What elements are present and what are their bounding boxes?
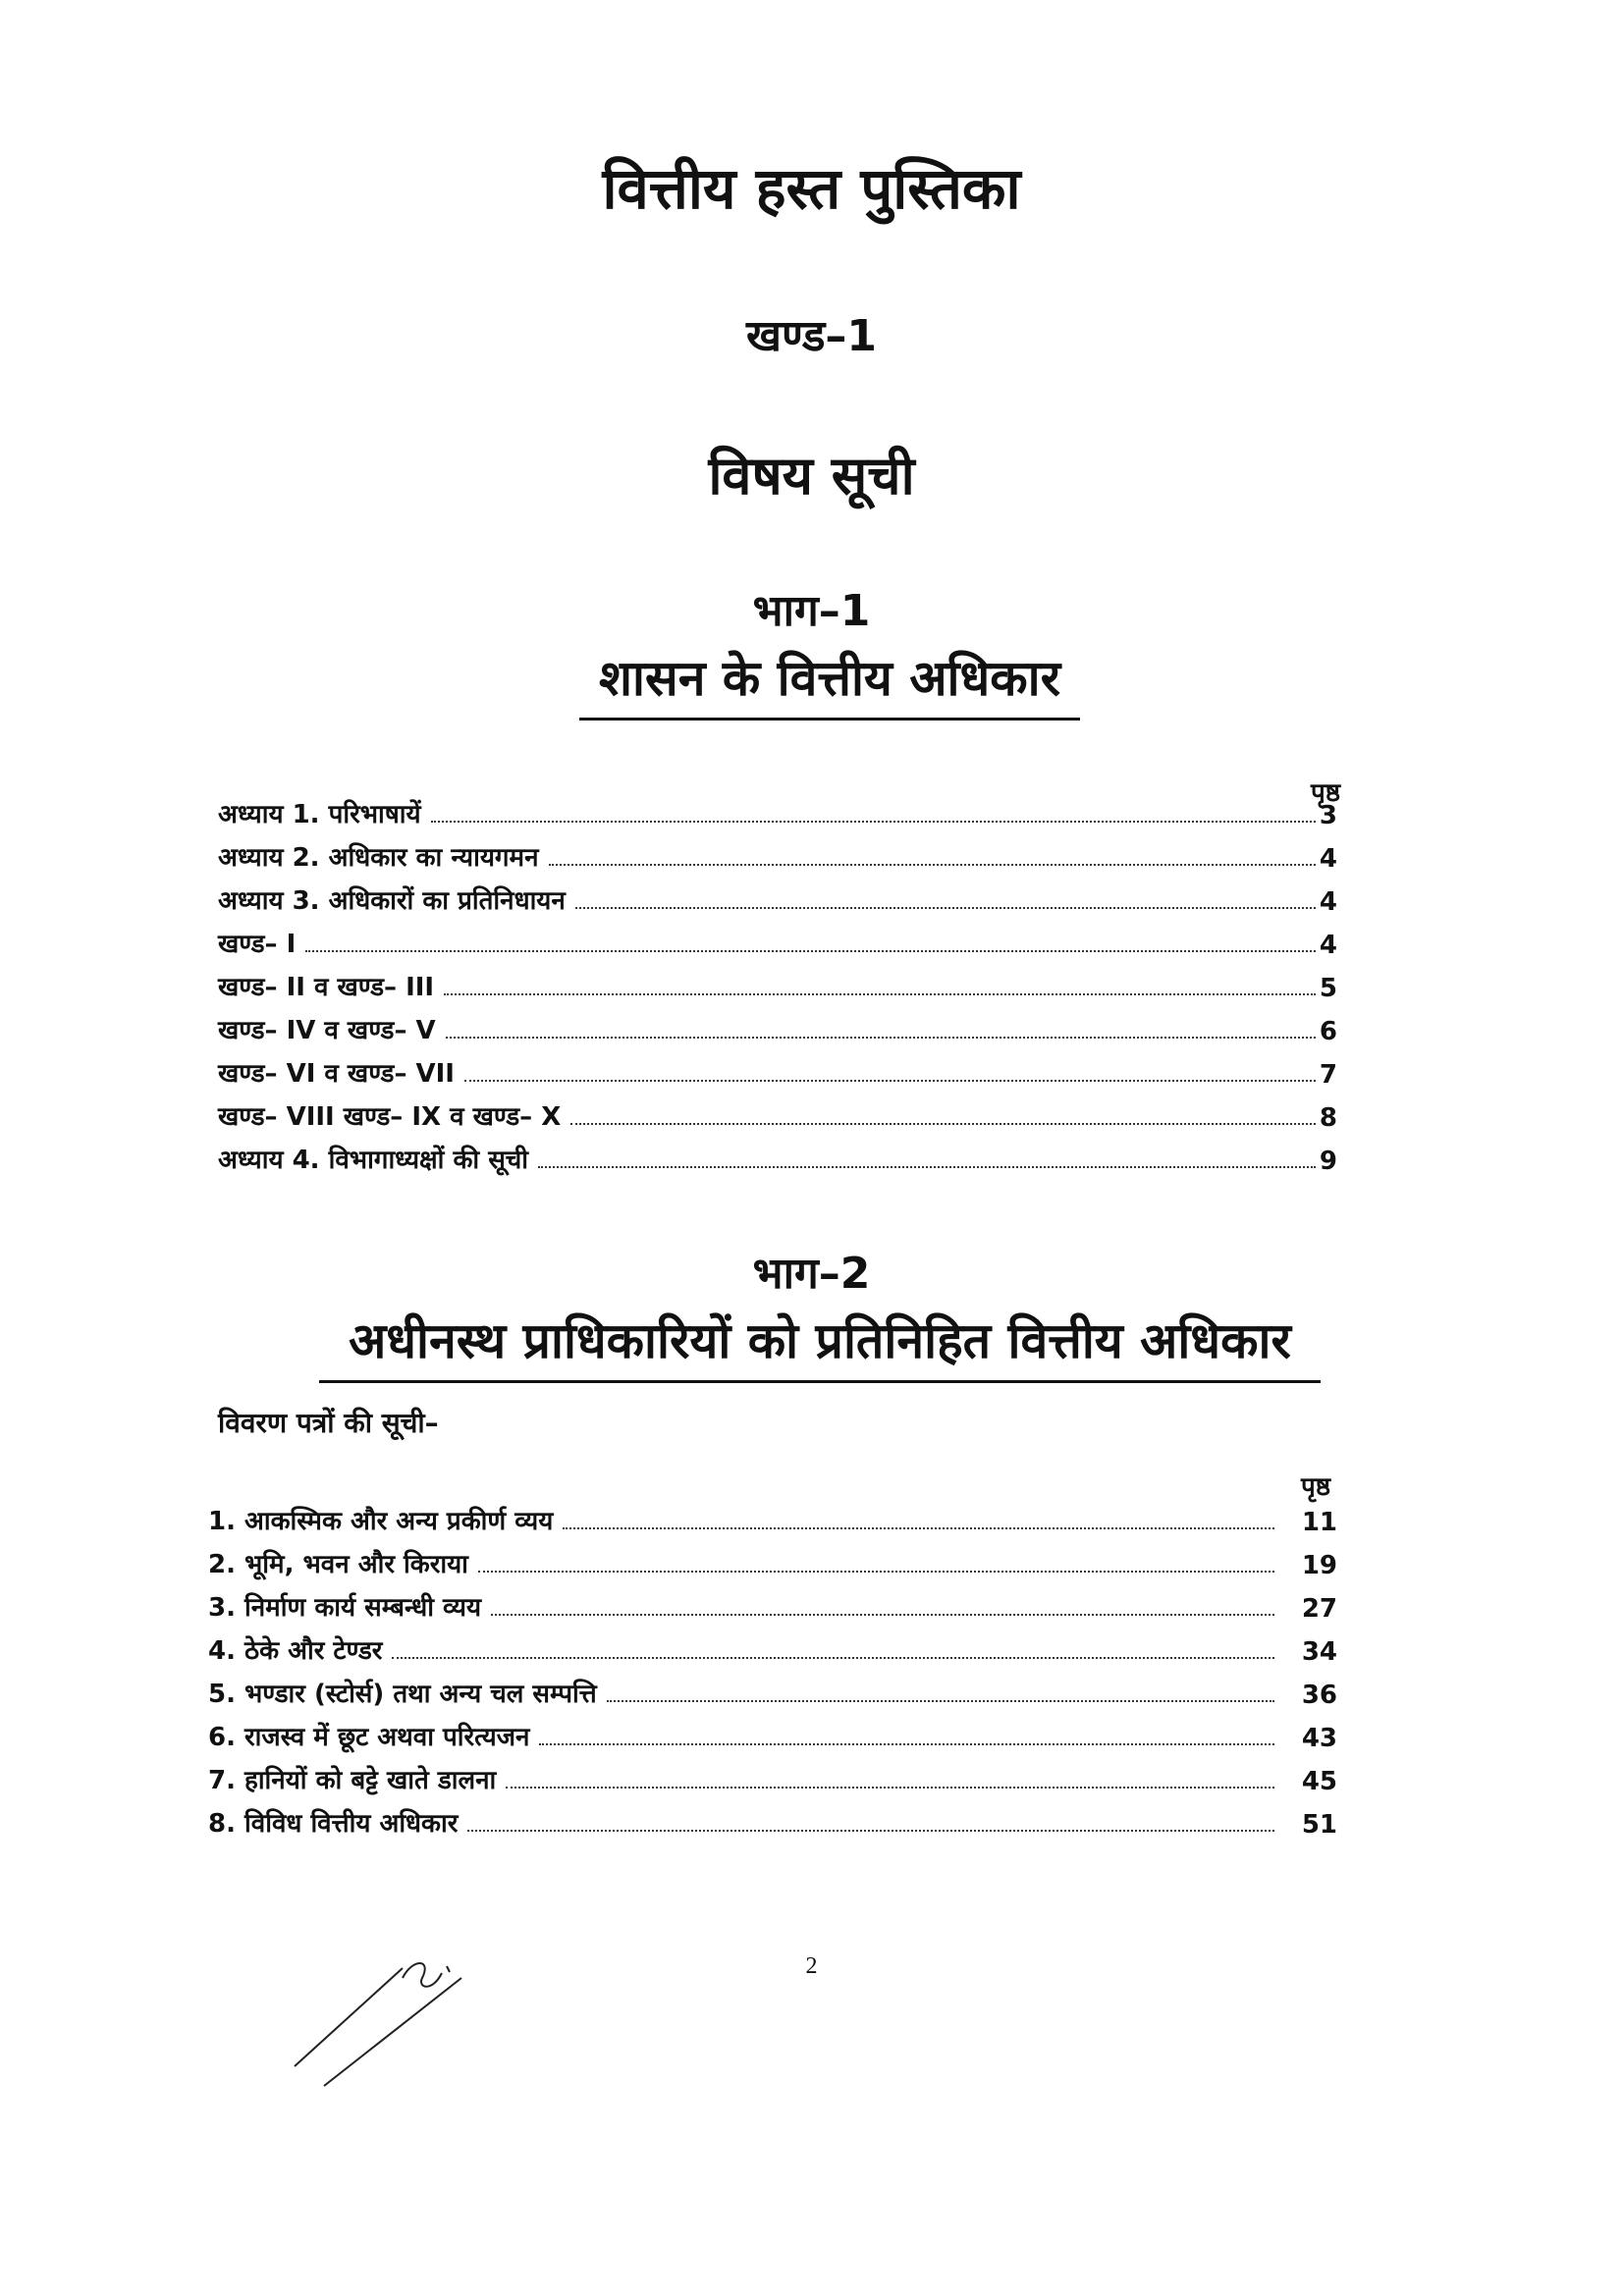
toc-row-label: 7. हानियों को बट्टे खाते डालना: [208, 1766, 497, 1795]
toc-leader-dots: [444, 992, 1316, 995]
toc-row: [208, 1629, 1337, 1667]
toc-row-page: 7: [1319, 1060, 1337, 1090]
toc-leader-dots: [478, 1570, 1274, 1573]
toc-row-label: खण्ड– VIII खण्ड– IX व खण्ड– X: [218, 1102, 562, 1132]
toc-leader-dots: [464, 1079, 1316, 1082]
toc-leader-dots: [538, 1165, 1316, 1168]
toc-row-label: 5. भण्डार (स्टोर्स) तथा अन्य चल सम्पत्ति: [208, 1680, 597, 1709]
toc-row-label: अध्याय 1. परिभाषायें: [218, 800, 421, 829]
toc-row-label: 3. निर्माण कार्य सम्बन्धी व्यय: [208, 1593, 482, 1623]
toc-row-page: 36: [1301, 1681, 1337, 1710]
toc-leader-dots: [491, 1613, 1274, 1616]
toc-row: [208, 1500, 1337, 1537]
toc-row: [208, 1673, 1337, 1710]
toc-row-label: 2. भूमि, भवन और किराया: [208, 1550, 468, 1579]
toc-row-label: 1. आकस्मिक और अन्य प्रकीर्ण व्यय: [208, 1507, 554, 1536]
toc-row-label: अध्याय 3. अधिकारों का प्रतिनिधायन: [218, 886, 566, 916]
toc-leader-dots: [305, 949, 1316, 952]
toc-leader-dots: [575, 906, 1316, 909]
toc-row-label: अध्याय 2. अधिकार का न्यायगमन: [218, 843, 539, 873]
toc-leader-dots: [506, 1786, 1274, 1789]
toc-row-label: खण्ड– IV व खण्ड– V: [218, 1016, 436, 1045]
toc-leader-dots: [467, 1829, 1274, 1832]
toc-row-page: 4: [1319, 844, 1337, 874]
toc-row: [208, 1802, 1337, 1840]
toc-row-page: 9: [1319, 1147, 1337, 1176]
toc-row-page: 4: [1319, 931, 1337, 960]
toc-row-page: 5: [1319, 974, 1337, 1003]
toc-row: [218, 1139, 1337, 1176]
toc-row: [218, 1009, 1337, 1046]
toc-row-page: 3: [1319, 801, 1337, 830]
toc-row: [218, 836, 1337, 874]
toc-row: [218, 793, 1337, 830]
contents-heading: विषय सूची: [708, 445, 915, 507]
toc-row: [218, 1052, 1337, 1090]
toc-row: [208, 1759, 1337, 1796]
part1-page-column-header: पृष्ठ: [1311, 778, 1341, 808]
part2-heading: अधीनस्थ प्राधिकारियों को प्रतिनिहित वित्तीय अधिकार: [319, 1306, 1321, 1383]
toc-row: [208, 1586, 1337, 1624]
toc-row-page: 34: [1301, 1637, 1337, 1667]
section-label: खण्ड–1: [745, 311, 878, 361]
toc-row-page: 6: [1319, 1017, 1337, 1046]
toc-row-page: 19: [1301, 1551, 1337, 1580]
toc-row: [218, 880, 1337, 917]
toc-leader-dots: [549, 863, 1316, 866]
toc-row-page: 4: [1319, 887, 1337, 917]
toc-row: [218, 923, 1337, 960]
toc-leader-dots: [539, 1742, 1274, 1745]
toc-row-label: अध्याय 4. विभागाध्यक्षों की सूची: [218, 1146, 529, 1175]
document-title: वित्तीय हस्त पुस्तिका: [602, 155, 1021, 222]
toc-row-label: 6. राजस्व में छूट अथवा परित्यजन: [208, 1723, 530, 1752]
toc-row-label: 4. ठेके और टेण्डर: [208, 1636, 383, 1666]
toc-row-page: 45: [1301, 1767, 1337, 1796]
toc-row-page: 11: [1301, 1508, 1337, 1537]
toc-row: [218, 966, 1337, 1003]
statements-list-intro: विवरण पत्रों की सूची–: [218, 1407, 439, 1439]
toc-row-page: 43: [1301, 1724, 1337, 1753]
toc-leader-dots: [563, 1526, 1274, 1529]
toc-leader-dots: [446, 1036, 1316, 1039]
toc-leader-dots: [392, 1656, 1274, 1659]
toc-row-page: 51: [1301, 1810, 1337, 1840]
toc-row-label: खण्ड– II व खण्ड– III: [218, 973, 435, 1002]
page-number: 2: [805, 1953, 818, 1979]
toc-row-label: खण्ड– VI व खण्ड– VII: [218, 1059, 455, 1089]
toc-leader-dots: [431, 820, 1316, 823]
toc-row: [208, 1543, 1337, 1580]
toc-row-page: 8: [1319, 1103, 1337, 1133]
toc-row-label: खण्ड– I: [218, 930, 297, 959]
part2-label: भाग–2: [752, 1249, 871, 1299]
part1-label: भाग–1: [752, 586, 871, 636]
toc-row-page: 27: [1301, 1594, 1337, 1624]
toc-row-label: 8. विविध वित्तीय अधिकार: [208, 1809, 459, 1839]
toc-row: [218, 1095, 1337, 1133]
part2-page-column-header: पृष्ठ: [1301, 1472, 1331, 1502]
toc-leader-dots: [570, 1122, 1316, 1125]
toc-row: [208, 1716, 1337, 1753]
toc-leader-dots: [607, 1699, 1274, 1702]
part1-heading: शासन के वित्तीय अधिकार: [579, 643, 1080, 721]
